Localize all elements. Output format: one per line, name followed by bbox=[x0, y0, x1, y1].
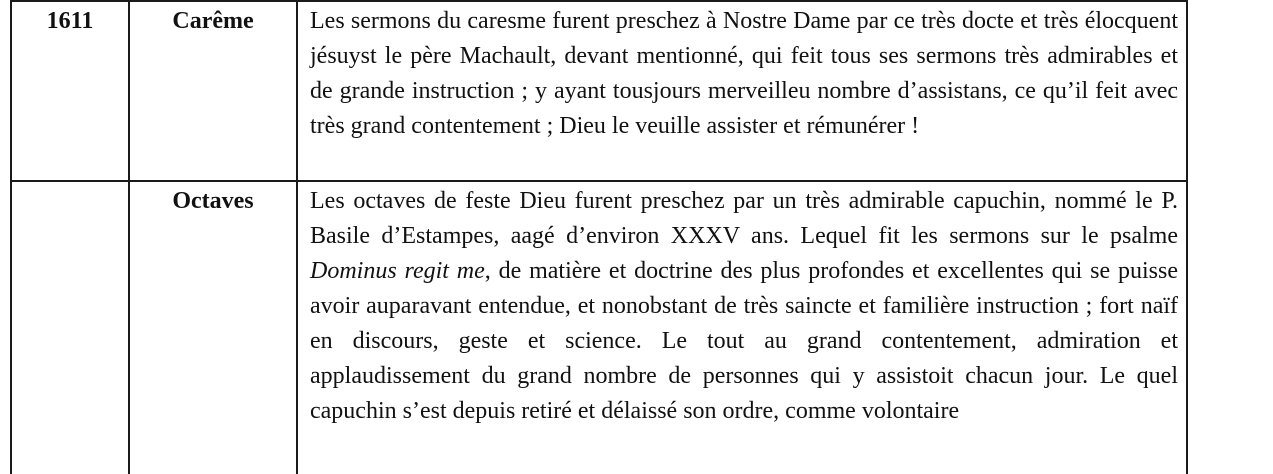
year-cell: 1611 bbox=[11, 1, 129, 181]
entry-text-after-italic: , de matière et doctrine des plus profondes et excellentes qui se puisse avoir auparavant entendue, et nonobstant de très saincte et familière instruction ; fort naïf en discours, geste et science. Le tout au grand contentement, admiration et applaudissement du grand nombre de personnes qui y assistoit chacun jour. Le quel capuchin s’est depuis retiré et délaissé son ordre, comme volontaire bbox=[310, 258, 1179, 424]
entry-text-cell bbox=[297, 181, 1187, 474]
occasion-cell: Octaves bbox=[129, 181, 297, 474]
entry-text-before-italic: Les octaves de feste Dieu furent preschez par un très admirable capuchin, nommé le P. Basile d’Estampes, aagé d’environ XXXV ans. Lequel fit les sermons sur le psalme bbox=[310, 188, 1178, 249]
entry-text-cell: Les sermons du caresme furent preschez à Nostre Dame par ce très docte et très élocquent jésuyst le père Machault, devant mentionné, qui feit tous ses sermons très admirables et de grande instruction ; y ayant tousjours merveilleu nombre d’assistans, ce qu’il feit avec très grand contentement ; Dieu le veuille assister et rémunérer ! bbox=[297, 1, 1187, 181]
table-row bbox=[11, 181, 1187, 474]
table-row bbox=[11, 1, 1187, 181]
chronicle-table bbox=[10, 0, 1188, 474]
year-cell bbox=[11, 181, 129, 474]
occasion-cell: Carême bbox=[129, 1, 297, 181]
latin-psalm-title: Dominus regit me bbox=[310, 258, 485, 284]
